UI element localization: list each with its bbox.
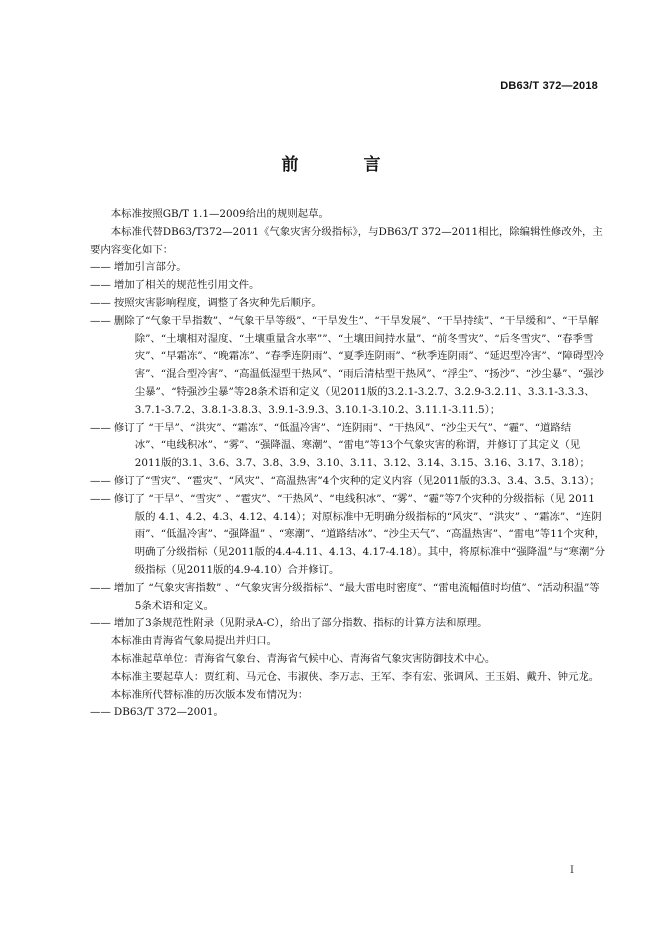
list-item-text: 修订了“雪灾”、“雹灾”、“风灾”、“高温热害”4个灾种的定义内容（见2011版的3.3、3.4、3.5、3.13）；	[113, 474, 600, 487]
dash-mark: ——	[90, 314, 111, 327]
dash-mark: ——	[90, 617, 111, 630]
paragraph-replaces: 本标准代替DB63/T372—2011《气象灾害分级指标》，与DB63/T 372—2011相比，除编辑性修改外，主要内容变化如下：	[90, 225, 603, 256]
paragraph-history: 本标准所代替标准的历次版本发布情况为：	[110, 688, 309, 701]
paragraph-drafters: 本标准主要起草人：贾红莉、马元仓、韦淑侠、李万志、王军、李有宏、张调风、王玉娟、戴升、钟元龙。	[110, 670, 600, 683]
dash-mark: ——	[90, 421, 111, 434]
dash-mark: ——	[90, 261, 111, 274]
dash-mark: ——	[90, 296, 111, 309]
foreword-body	[90, 206, 605, 722]
standard-code: DB63/T 372—2018	[500, 80, 598, 92]
list-item-text: 增加引言部分。	[113, 261, 187, 274]
list-item	[90, 491, 605, 580]
list-item-text: 按照灾害影响程度，调整了各灾种先后顺序。	[113, 296, 322, 309]
dash-mark: ——	[90, 706, 111, 719]
list-item-text: DB63/T 372—2001。	[113, 706, 224, 719]
list-item-text: 修订了 “干旱”、“雪灾” 、“雹灾”、“干热风”、“电线积冰”、“雾”、“霾”等7个灾种的分级指标（见 2011 版的 4.1、4.2、4.3、4.12、4.14）；对原标准中无明确分级指标的“风灾”、“洪灾” 、“霜冻”、“连阴雨”、“低温冷害”、“强降温” 、“寒潮”、“道路结冰”、“沙尘天气”、“高温热害”、“雷电”等11个灾种，明确了分级指标（见2011版的4.4-4.11、4.13、4.17-4.18）。其中，将原标准中“强降温”与“寒潮”分级指标（见2011版的4.9-4.10）合并修订。	[113, 492, 606, 576]
dash-mark: ——	[90, 474, 111, 487]
list-item	[90, 615, 605, 633]
list-item	[90, 580, 605, 616]
list-item	[90, 277, 605, 295]
dash-mark: ——	[90, 492, 111, 505]
list-item-text: 增加了 “气象灾害指数” 、“气象灾害分级指标”、“最大雷电时密度”、“雷电流幅值时均值”、“活动积温”等5条术语和定义。	[113, 581, 600, 612]
page-number: I	[570, 865, 574, 876]
list-item	[90, 259, 605, 277]
page-title: 前 言	[281, 155, 405, 175]
list-item-text: 增加了3条规范性附录（见附录A-C），给出了部分指数、指标的计算方法和原理。	[113, 617, 488, 630]
list-item	[90, 704, 605, 722]
dash-mark: ——	[90, 279, 111, 292]
paragraph-drafting-units: 本标准起草单位：青海省气象台、青海省气候中心、青海省气象灾害防御技术中心。	[110, 652, 496, 665]
paragraph-drafting-rules: 本标准按照GB/T 1.1—2009给出的规则起草。	[110, 208, 329, 220]
list-item-text: 增加了相关的规范性引用文件。	[113, 279, 260, 292]
list-item	[90, 313, 605, 420]
list-item	[90, 295, 605, 313]
list-item	[90, 473, 605, 491]
paragraph-proposer: 本标准由青海省气象局提出并归口。	[110, 635, 278, 648]
list-item-text: 修订了 “干旱”、“洪灾”、“霜冻”、“低温冷害”、“连阴雨”、“干热风”、“沙尘天气”、“霾”、“道路结冰”、“电线积冰”、“雾”、“强降温、寒潮”、“雷电”等13个气象灾害的称谓，并修订了其定义（见2011版的3.1、3.6、3.7、3.8、3.9、3.10、3.11、3.12、3.14、3.15、3.16、3.17、3.18）；	[113, 421, 590, 470]
list-item	[90, 420, 605, 473]
list-item-text: 删除了“气象干旱指数”、“气象干旱等级”、“干旱发生”、“干旱发展”、“干旱持续”、“干旱缓和”、“干旱解除”、“土壤相对湿度、“土壤重量含水率””、“土壤田间持水量”、“前冬雪灾”、“后冬雪灾”、“春季雪灾”、“早霜冻”、“晚霜冻”、“春季连阴雨”、“夏季连阴雨”、“秋季连阴雨”、“延迟型冷害”、“障碍型冷害”、“混合型冷害”、“高温低湿型干热风”、“雨后清枯型干热风”、“浮尘”、“扬沙”、“沙尘暴”、“强沙尘暴”、“特强沙尘暴”等28条术语和定义（见2011版的3.2.1-3.2.7、3.2.9-3.2.11、3.3.1-3.3.3、3.7.1-3.7.2、3.8.1-3.8.3、3.9.1-3.9.3、3.10.1-3.10.2、3.11.1-3.11.5）；	[113, 314, 604, 416]
dash-mark: ——	[90, 581, 111, 594]
